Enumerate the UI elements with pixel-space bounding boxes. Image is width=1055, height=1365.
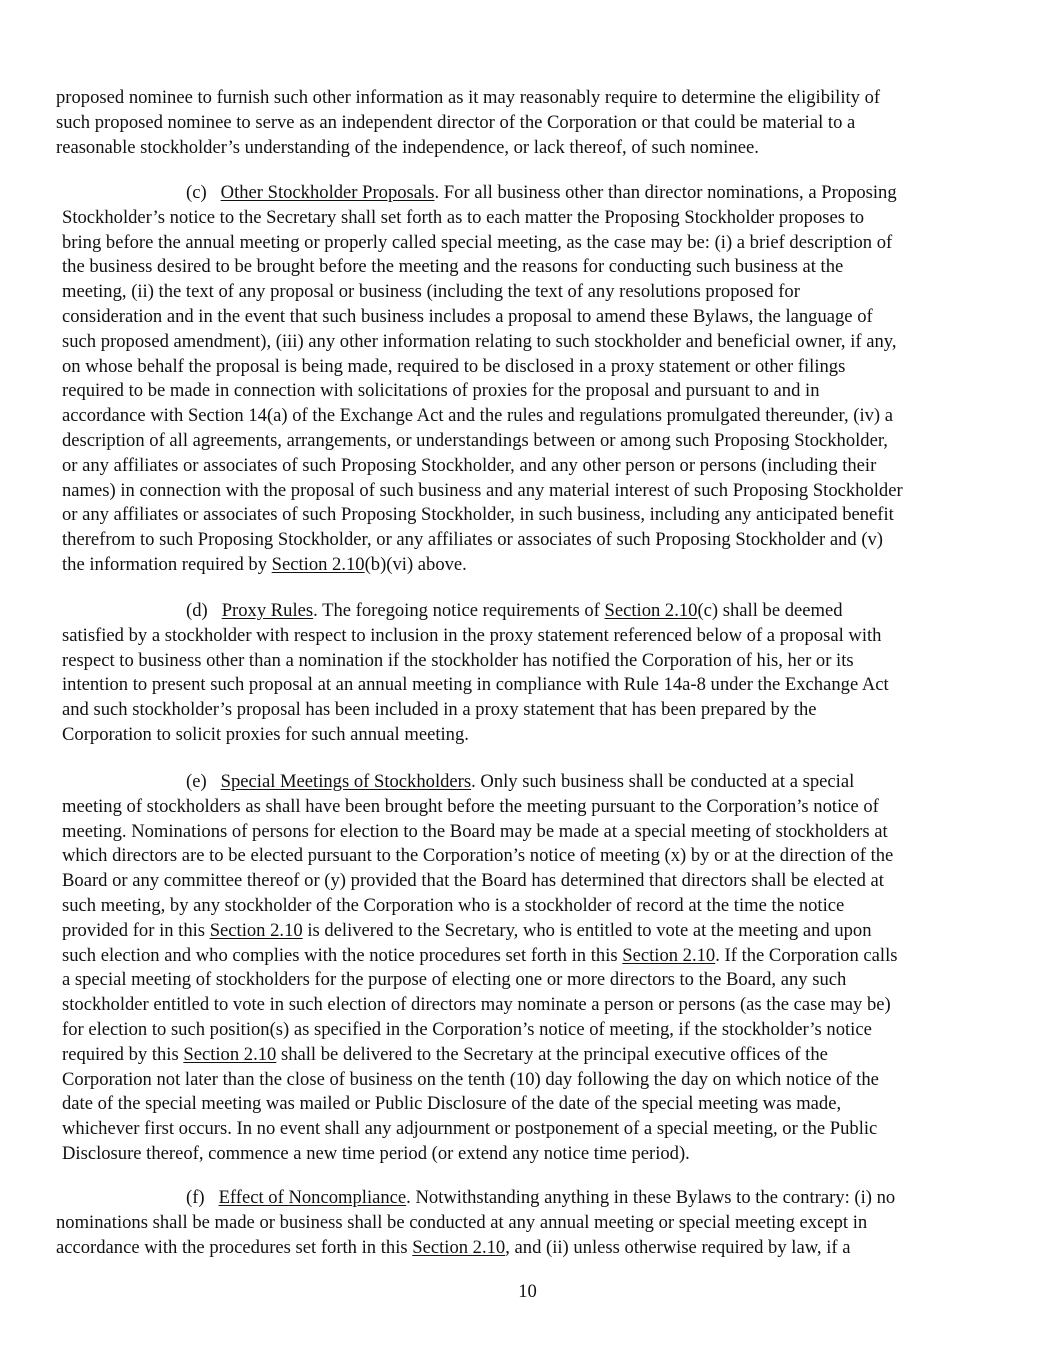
paragraph-line: which directors are to be elected pursuant to the Corporation’s notice of meeting (x) by or at the direction of the xyxy=(62,845,894,867)
text-run: , and (ii) unless otherwise required by law, if a xyxy=(505,1236,851,1258)
text-run: (c) shall be deemed xyxy=(697,600,843,621)
section-heading: Proxy Rules xyxy=(221,600,314,621)
paragraph-line: Board or any committee thereof or (y) provided that the Board has determined that directors shall be elected at xyxy=(62,870,884,892)
section-reference: Section 2.10 xyxy=(271,553,365,575)
paragraph-line: reasonable stockholder’s understanding of the independence, or lack thereof, of such nominee. xyxy=(56,136,759,158)
text-run: . If the Corporation calls xyxy=(715,944,898,966)
paragraph-line xyxy=(62,1043,898,1068)
text-run: (b)(vi) above. xyxy=(364,553,467,575)
section-reference: Section 2.10 xyxy=(209,919,303,941)
paragraph-line: satisfied by a stockholder with respect to inclusion in the proxy statement referenced below of a proposal with xyxy=(62,624,882,646)
paragraph-line: proposed nominee to furnish such other information as it may reasonably require to determine the eligibility of xyxy=(56,87,881,108)
section-reference: Section 2.10 xyxy=(604,600,698,621)
text-run: shall be delivered to the Secretary at the principal executive offices of the xyxy=(276,1043,828,1065)
paragraph-first-line xyxy=(62,181,903,206)
paragraph-line: the business desired to be brought before the meeting and the reasons for conducting such business at the xyxy=(62,256,844,278)
paragraph-line: and such stockholder’s proposal has been included in a proxy statement that has been prepared by the xyxy=(62,699,817,721)
section-reference: Section 2.10 xyxy=(183,1043,277,1065)
paragraph-line xyxy=(62,944,898,969)
section-f-paragraph xyxy=(56,1186,895,1260)
text-run: is delivered to the Secretary, who is entitled to vote at the meeting and upon xyxy=(302,919,872,941)
text-run: . Notwithstanding anything in these Bylaws to the contrary: (i) no xyxy=(406,1187,896,1208)
paragraph-line: or any affiliates or associates of such Proposing Stockholder, and any other person or persons (including their xyxy=(62,454,877,476)
paragraph-line: date of the special meeting was mailed or Public Disclosure of the date of the special meeting was made, xyxy=(62,1093,842,1115)
text-run: . Only such business shall be conducted at a special xyxy=(471,771,855,792)
paragraph-line xyxy=(56,1236,895,1261)
text-run: . For all business other than director nominations, a Proposing xyxy=(434,182,897,203)
paragraph-line: bring before the annual meeting or properly called special meeting, as the case may be: (i) a brief description of xyxy=(62,231,893,253)
paragraph-line: or any affiliates or associates of such Proposing Stockholder, in such business, including any anticipated benefit xyxy=(62,504,894,526)
paragraph-line: Corporation not later than the close of business on the tenth (10) day following the day on which notice of the xyxy=(62,1068,879,1090)
paragraph-line: meeting, (ii) the text of any proposal or business (including the text of any resolutions proposed for xyxy=(62,281,800,303)
section-reference: Section 2.10 xyxy=(412,1236,506,1258)
paragraph-line: nominations shall be made or business shall be conducted at any annual meeting or special meeting except in xyxy=(56,1211,868,1233)
section-e-paragraph xyxy=(62,770,898,1167)
paragraph-line: respect to business other than a nomination if the stockholder has notified the Corporation of his, her or its xyxy=(62,649,854,671)
paragraph-line: Disclosure thereof, commence a new time period (or extend any notice time period). xyxy=(62,1142,690,1164)
paragraph-first-line xyxy=(56,1186,895,1211)
paragraph-line: a special meeting of stockholders for the purpose of electing one or more directors to the Board, any such xyxy=(62,969,847,991)
section-heading: Other Stockholder Proposals xyxy=(220,182,435,203)
section-number: (d) xyxy=(186,600,208,621)
intro-paragraph xyxy=(56,86,880,160)
text-run: . The foregoing notice requirements of xyxy=(313,600,605,621)
paragraph-line: description of all agreements, arrangements, or understandings between or among such Proposing Stockholder, xyxy=(62,429,888,451)
paragraph-first-line xyxy=(62,599,889,624)
text-run: required by this xyxy=(62,1043,184,1065)
text-run: provided for in this xyxy=(62,919,210,941)
paragraph-line: required to be made in connection with solicitations of proxies for the proposal and pursuant to and in xyxy=(62,380,820,402)
page-number: 10 xyxy=(518,1281,537,1302)
paragraph-first-line xyxy=(62,770,898,795)
text-run: such election and who complies with the notice procedures set forth in this xyxy=(62,944,623,966)
paragraph-line: such proposed nominee to serve as an independent director of the Corporation or that could be material to a xyxy=(56,111,856,133)
section-d-paragraph xyxy=(62,599,889,748)
paragraph-line: names) in connection with the proposal of such business and any material interest of such Proposing Stockholder xyxy=(62,479,903,501)
section-number: (c) xyxy=(186,182,207,203)
paragraph-line: intention to present such proposal at an annual meeting in compliance with Rule 14a-8 under the Exchange Act xyxy=(62,674,889,696)
paragraph-line: accordance with Section 14(a) of the Exchange Act and the rules and regulations promulgated thereunder, (iv) a xyxy=(62,405,894,427)
section-heading: Effect of Noncompliance xyxy=(218,1187,407,1208)
paragraph-line: such proposed amendment), (iii) any other information relating to such stockholder and beneficial owner, if any, xyxy=(62,330,897,352)
text-run: the information required by xyxy=(62,553,272,575)
text-run: accordance with the procedures set forth in this xyxy=(56,1236,413,1258)
paragraph-line: meeting. Nominations of persons for election to the Board may be made at a special meeting of stockholders at xyxy=(62,820,888,842)
paragraph-line: on whose behalf the proposal is being made, required to be disclosed in a proxy statement or other filings xyxy=(62,355,846,377)
paragraph-line: such meeting, by any stockholder of the Corporation who is a stockholder of record at the time the notice xyxy=(62,894,845,916)
paragraph-line: consideration and in the event that such business includes a proposal to amend these Bylaws, the language of xyxy=(62,305,873,327)
section-c-paragraph xyxy=(62,181,903,578)
paragraph-line xyxy=(62,553,903,578)
paragraph-line: stockholder entitled to vote in such election of directors may nominate a person or persons (as the case may be) xyxy=(62,994,891,1016)
section-number: (f) xyxy=(186,1187,205,1208)
paragraph-line: Corporation to solicit proxies for such annual meeting. xyxy=(62,723,469,745)
section-number: (e) xyxy=(186,771,207,792)
paragraph-line: whichever first occurs. In no event shall any adjournment or postponement of a special meeting, or the Public xyxy=(62,1118,878,1140)
paragraph-line: meeting of stockholders as shall have been brought before the meeting pursuant to the Corporation’s notice of xyxy=(62,795,879,817)
paragraph-line xyxy=(62,919,898,944)
paragraph-line: therefrom to such Proposing Stockholder, or any affiliates or associates of such Proposing Stockholder and (v) xyxy=(62,529,884,551)
paragraph-line: for election to such position(s) as specified in the Corporation’s notice of meeting, if the stockholder’s notice xyxy=(62,1018,872,1040)
paragraph-line: Stockholder’s notice to the Secretary shall set forth as to each matter the Proposing Stockholder proposes to xyxy=(62,206,865,228)
section-reference: Section 2.10 xyxy=(622,944,716,966)
section-heading: Special Meetings of Stockholders xyxy=(220,771,472,792)
